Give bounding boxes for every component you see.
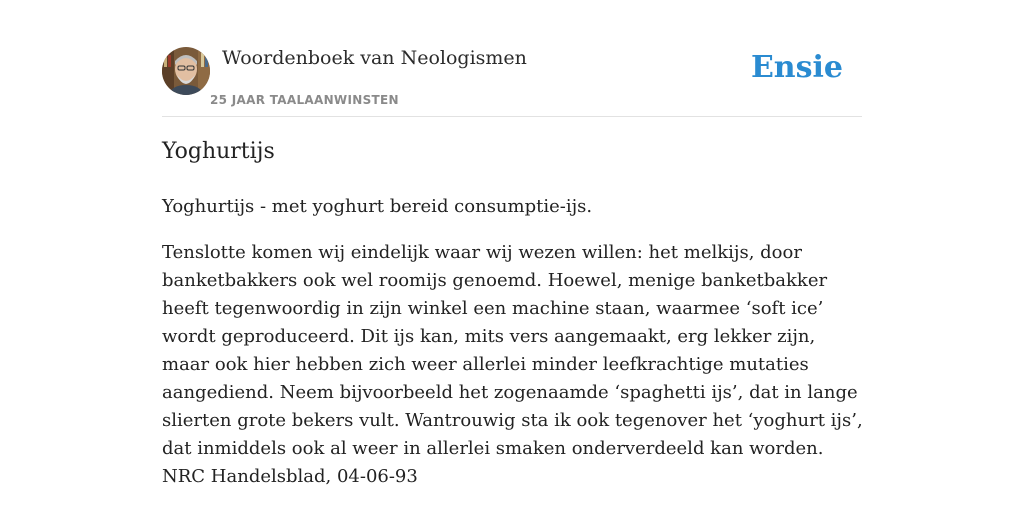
site-title[interactable]: Woordenboek van Neologismen (222, 47, 527, 69)
entry-definition: Yoghurtijs - met yoghurt bereid consumptie-ijs. (162, 196, 593, 217)
site-subtitle: 25 JAAR TAALAANWINSTEN (210, 93, 399, 107)
entry-quote: Tenslotte komen wij eindelijk waar wij wezen willen: het melkijs, door banketbakkers ook wel roomijs genoemd. Hoewel, menige banketbakker heeft tegenwoordig in zijn winkel een machine staan, waarmee ‘soft ice’ wordt geproduceerd. Dit ijs kan, mits vers aangemaakt, erg lekker zijn, maar ook hier hebben zich weer allerlei minder leefkrachtige mutaties aangediend. Neem bijvoorbeeld het zogenaamde ‘spaghetti ijs’, dat in lange slierten grote bekers vult. Wantrouwig sta ik ook tegenover het ‘yoghurt ijs’, dat inmiddels ook al weer in allerlei smaken onderverdeeld kan worden. NRC Handelsblad, 04-06-93 (162, 242, 863, 487)
site-header (162, 46, 862, 117)
entry-title: Yoghurtijs (162, 139, 275, 164)
author-avatar[interactable] (162, 47, 210, 95)
author-portrait-icon (162, 47, 210, 95)
ensie-logo[interactable]: Ensie (750, 50, 843, 85)
